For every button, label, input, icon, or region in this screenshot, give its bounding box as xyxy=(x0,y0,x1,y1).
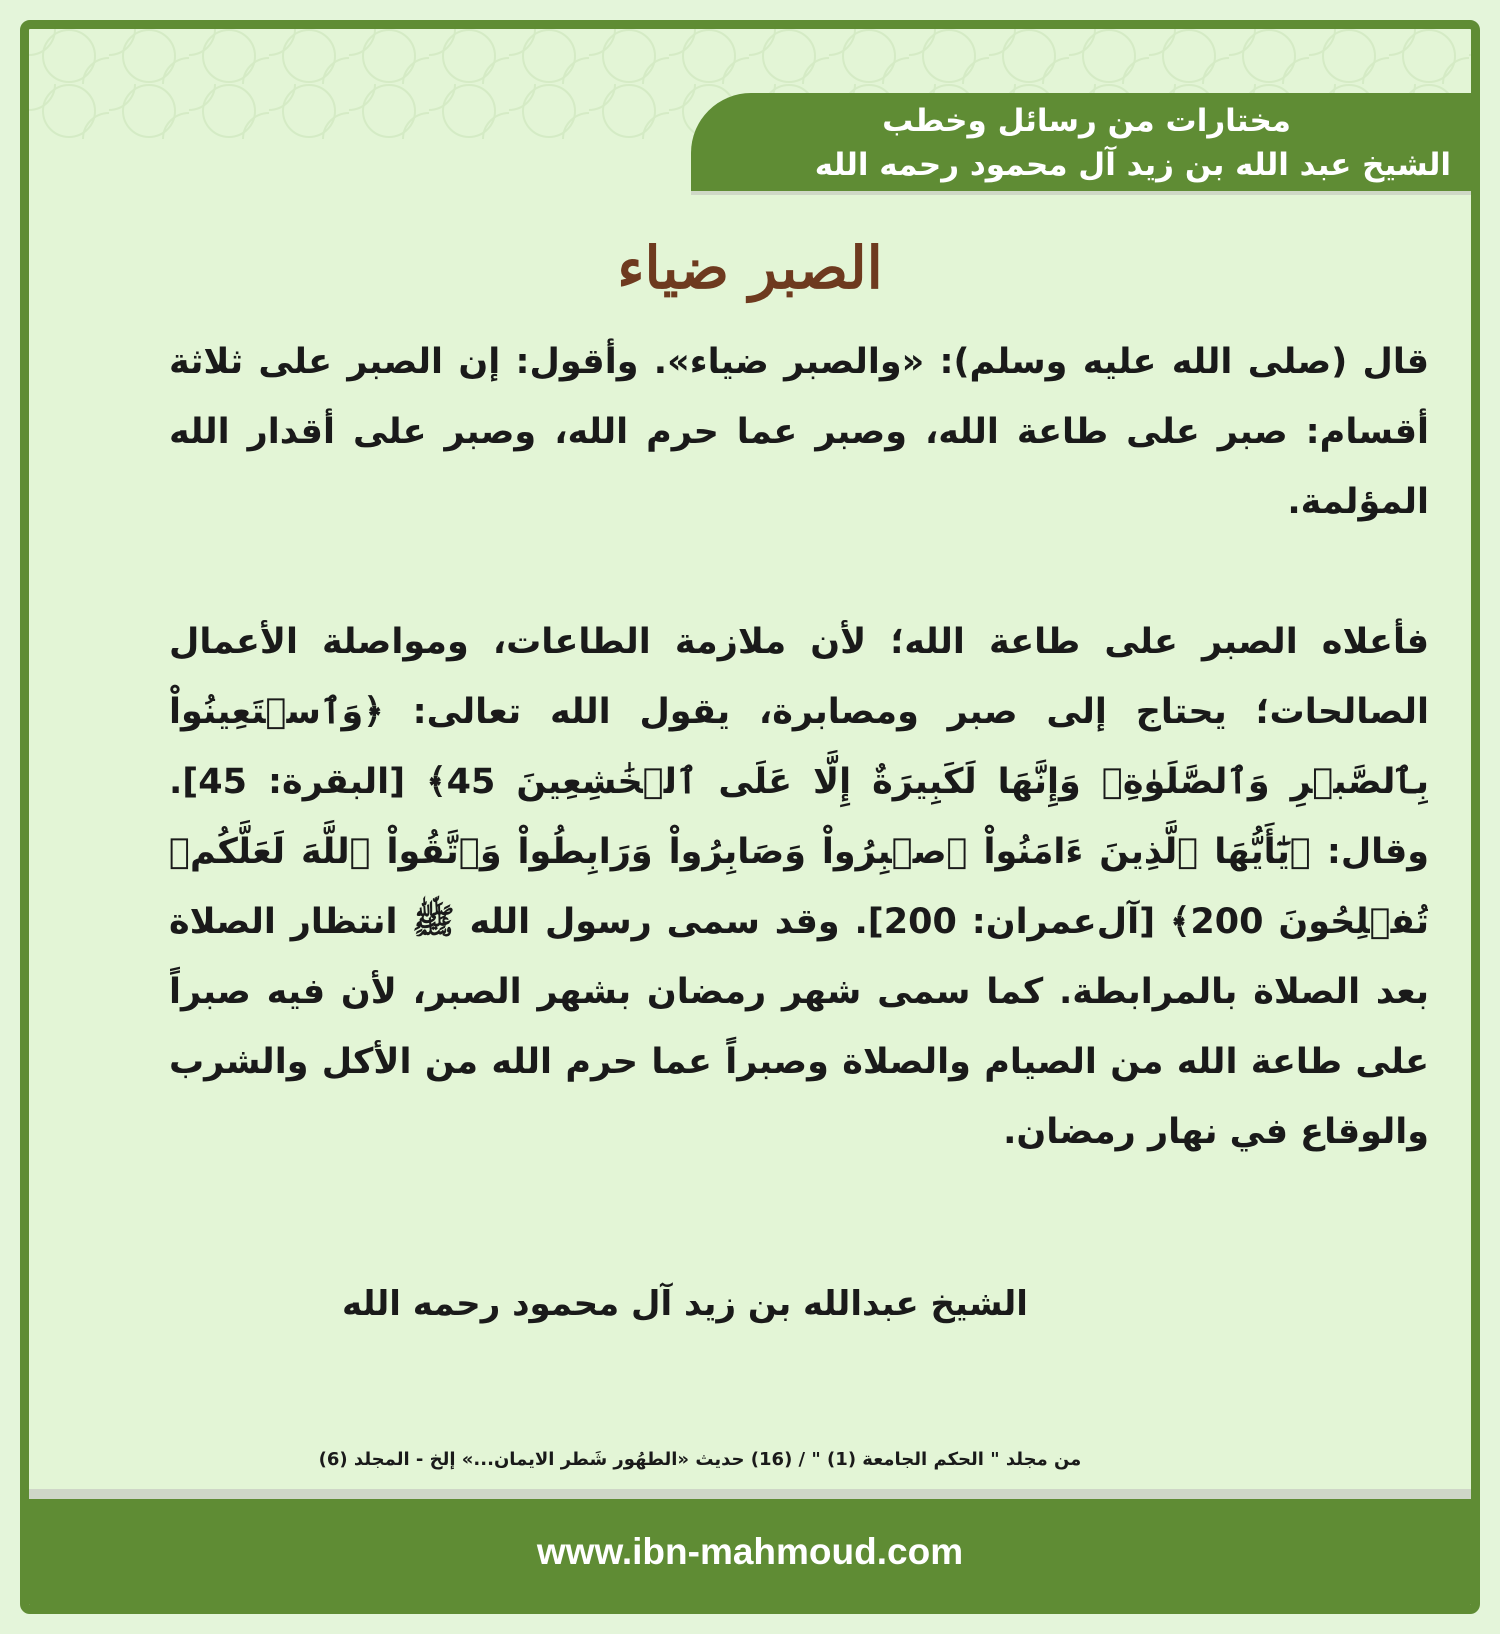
page-frame xyxy=(20,20,1480,1614)
header-series-title: مختارات من رسائل وخطب xyxy=(882,103,1291,139)
source-citation: من مجلد " الحكم الجامعة (1) " / (16) حديث «الطهُور شَطر الايمان...» إلخ - المجلد (6) xyxy=(318,1449,1082,1470)
paragraph: فأعلاه الصبر على طاعة الله؛ لأن ملازمة الطاعات، ومواصلة الأعمال الصالحات؛ يحتاج إلى صبر ومصابرة، يقول الله تعالى: ﴿وَٱسۡتَعِينُواْ بِٱلصَّبۡرِ وَٱلصَّلَوٰةِۚ وَإِنَّهَا لَكَبِيرَةٌ إِلَّا عَلَى ٱلۡخَٰشِعِينَ 45﴾ [البقرة: 45]. وقال: ﴿يَٰٓأَيُّهَا ٱلَّذِينَ ءَامَنُواْ ٱصۡبِرُواْ وَصَابِرُواْ وَرَابِطُواْ وَٱتَّقُواْ ٱللَّهَ لَعَلَّكُمۡ تُفۡلِحُونَ 200﴾ [آل‌عمران: 200]. وقد سمى رسول الله ﷺ انتظار الصلاة بعد الصلاة بالمرابطة. كما سمى شهر رمضان بشهر الصبر، لأن فيه صبراً على طاعة الله من الصيام والصلاة وصبراً عما حرم الله من الأكل والشرب والوقاع في نهار رمضان. xyxy=(169,622,1429,1152)
page-title: الصبر ضياء xyxy=(617,234,883,302)
footer-divider xyxy=(29,1489,1471,1499)
header-banner xyxy=(691,93,1471,195)
footer xyxy=(29,1499,1471,1605)
header-author: الشيخ عبد الله بن زيد آل محمود رحمه الله xyxy=(814,147,1451,183)
paragraph: قال (صلى الله عليه وسلم): «والصبر ضياء». وأقول: إن الصبر على ثلاثة أقسام: صبر على طاعة الله، وصبر عما حرم الله، وصبر على أقدار الله المؤلمة. xyxy=(169,342,1429,522)
signature: الشيخ عبدالله بن زيد آل محمود رحمه الله xyxy=(342,1284,1028,1324)
website-link[interactable]: www.ibn-mahmoud.com xyxy=(536,1531,964,1572)
article-body xyxy=(169,327,1429,1167)
